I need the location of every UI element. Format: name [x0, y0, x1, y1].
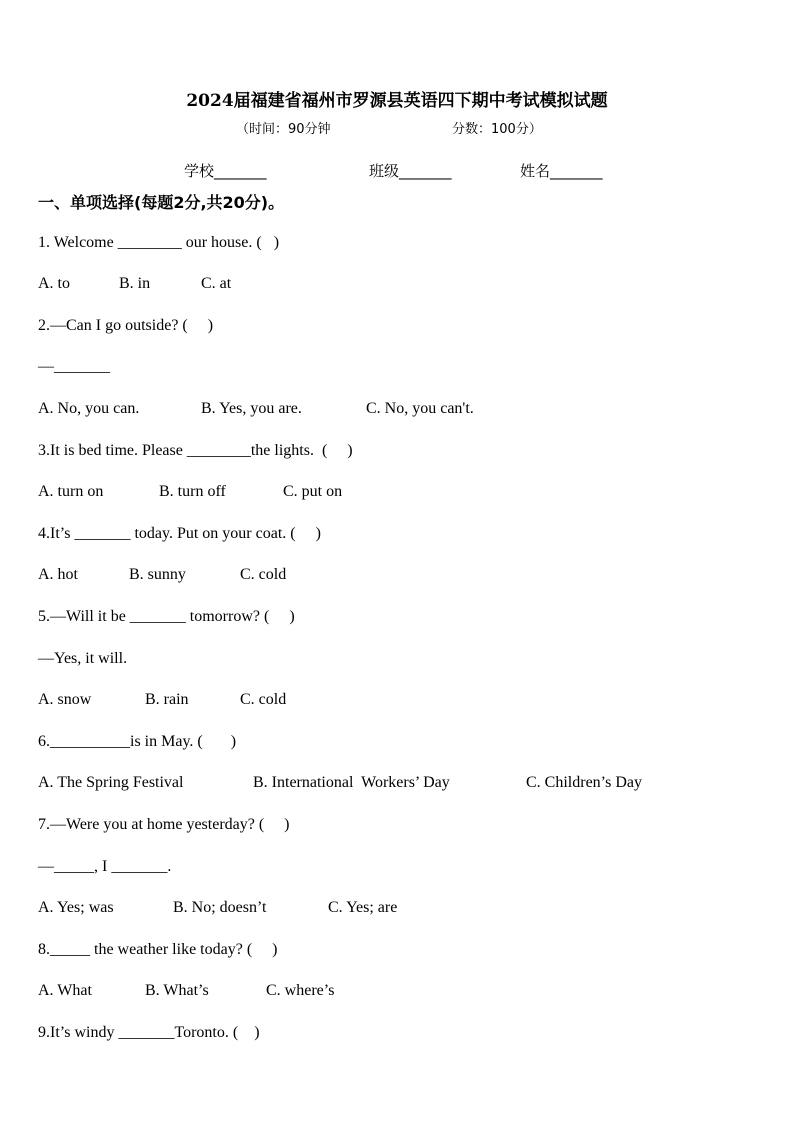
- class-field: 班级_______: [369, 162, 452, 180]
- option-b: B. What’s: [145, 982, 209, 999]
- option-c: C. cold: [240, 566, 287, 583]
- question-stem: 7.—Were you at home yesterday? ( ): [38, 816, 290, 833]
- option-b: B. Yes, you are.: [201, 400, 302, 417]
- option-a: A. snow: [38, 691, 92, 708]
- section-title: 一、单项选择(每题2分,共20分)。: [38, 193, 285, 212]
- name-field: 姓名_______: [520, 162, 603, 180]
- score-info: 分数：100分）: [452, 122, 542, 137]
- option-b: B. in: [119, 275, 151, 292]
- option-a: A. The Spring Festival: [38, 774, 184, 791]
- option-a: A. Yes; was: [38, 899, 114, 916]
- option-b: B. sunny: [129, 566, 186, 583]
- question-stem: 2.—Can I go outside? ( ): [38, 317, 214, 334]
- option-c: C. at: [201, 275, 232, 292]
- question-stem: 1. Welcome ________ our house. ( ): [38, 234, 280, 251]
- option-c: C. No, you can't.: [366, 400, 474, 417]
- option-a: A. turn on: [38, 483, 104, 500]
- option-b: B. turn off: [159, 483, 226, 500]
- option-c: C. put on: [283, 483, 343, 500]
- option-c: C. cold: [240, 691, 287, 708]
- option-c: C. where’s: [266, 982, 335, 999]
- option-a: A. hot: [38, 566, 78, 583]
- question-stem: 3.It is bed time. Please ________the lights. ( ): [38, 442, 353, 459]
- option-b: B. No; doesn’t: [173, 899, 267, 916]
- answer-line: —_______: [38, 358, 110, 375]
- answer-line: —Yes, it will.: [38, 650, 128, 667]
- page-title: 2024届福建省福州市罗源县英语四下期中考试模拟试题: [186, 91, 608, 111]
- question-stem: 9.It’s windy _______Toronto. ( ): [38, 1024, 260, 1041]
- option-a: A. No, you can.: [38, 400, 140, 417]
- option-b: B. International Workers’ Day: [253, 774, 450, 791]
- question-stem: 4.It’s _______ today. Put on your coat. ( ): [38, 525, 321, 542]
- question-stem: 6.__________is in May. ( ): [38, 733, 237, 750]
- question-stem: 8._____ the weather like today? ( ): [38, 941, 278, 958]
- time-info: （时间：90分钟: [236, 122, 331, 137]
- option-a: A. to: [38, 275, 70, 292]
- question-stem: 5.—Will it be _______ tomorrow? ( ): [38, 608, 295, 625]
- option-c: C. Children’s Day: [526, 774, 642, 791]
- option-c: C. Yes; are: [328, 899, 398, 916]
- option-b: B. rain: [145, 691, 189, 708]
- answer-line: —_____, I _______.: [38, 858, 172, 875]
- option-a: A. What: [38, 982, 92, 999]
- school-field: 学校_______: [184, 162, 267, 180]
